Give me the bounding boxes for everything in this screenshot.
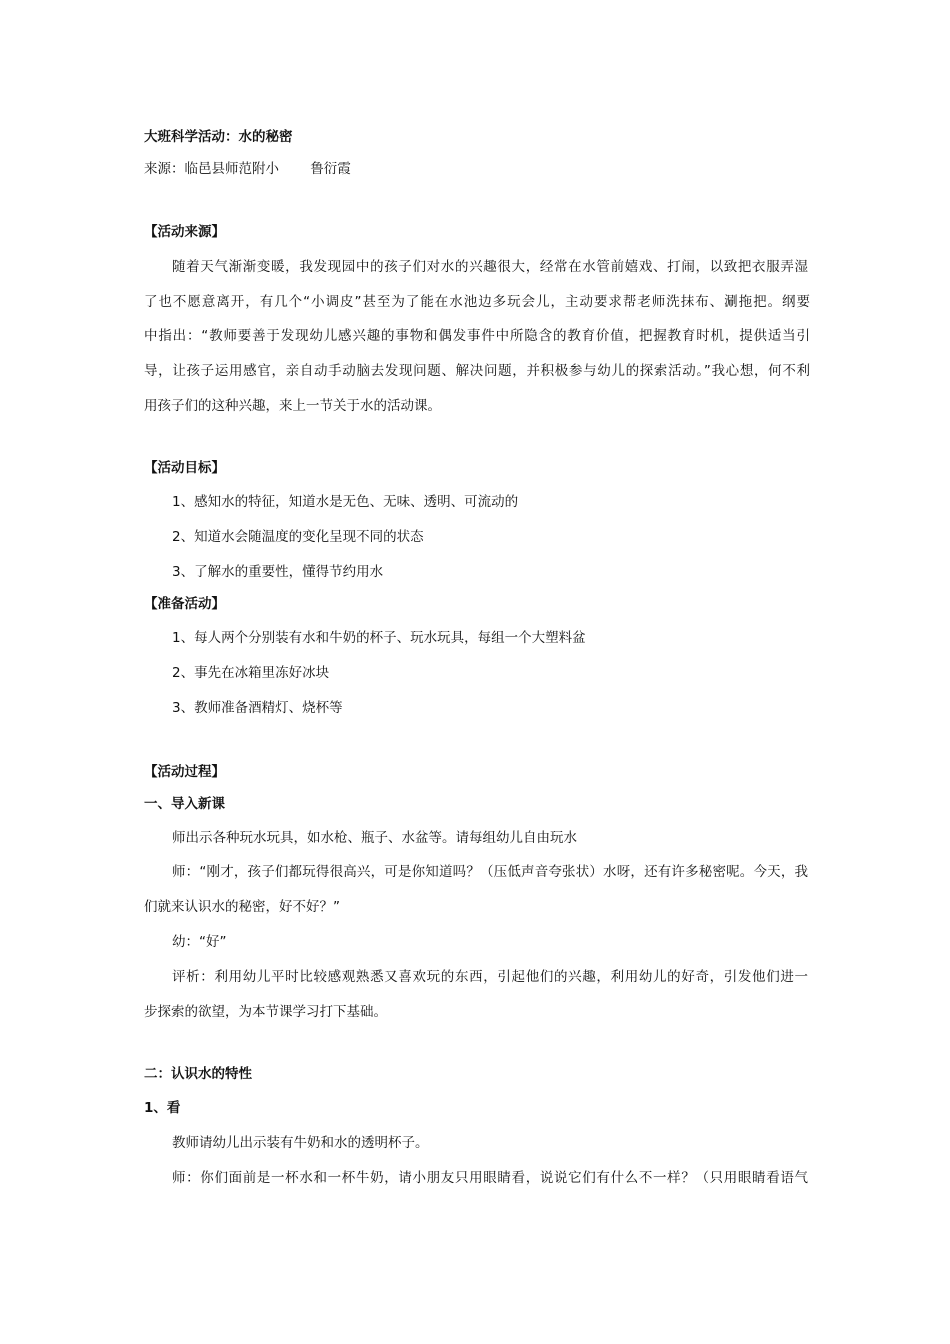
goal-item: 3、了解水的重要性，懂得节约用水 (172, 564, 384, 580)
origin-paragraph-line: 了也不愿意离开，有几个“小调皮”甚至为了能在水池边多玩会儿，主动要求帮老师洗抹布、涮拖把。纲要 (144, 294, 810, 310)
process-heading: 【活动过程】 (144, 764, 225, 780)
prep-item: 3、教师准备酒精灯、烧杯等 (172, 700, 343, 716)
origin-paragraph-line: 中指出：“教师要善于发现幼儿感兴趣的事物和偶发事件中所隐含的教育价值，把握教育时机，提供适当引 (144, 328, 810, 344)
goal-item: 1、感知水的特征，知道水是无色、无味、透明、可流动的 (172, 494, 519, 510)
origin-heading: 【活动来源】 (144, 224, 225, 240)
prep-item: 1、每人两个分别装有水和牛奶的杯子、玩水玩具，每组一个大塑料盆 (172, 630, 586, 646)
part1-line: 师出示各种玩水玩具，如水枪、瓶子、水盆等。请每组幼儿自由玩水 (172, 830, 577, 846)
origin-paragraph-line: 随着天气渐渐变暖，我发现园中的孩子们对水的兴趣很大，经常在水管前嬉戏、打闹，以致把衣服弄湿 (172, 259, 808, 275)
source-line: 来源：临邑县师范附小 鲁衍霞 (144, 161, 351, 177)
goals-heading: 【活动目标】 (144, 460, 225, 476)
document-title: 大班科学活动：水的秘密 (144, 129, 293, 145)
part1-line: 步探索的欲望，为本节课学习打下基础。 (144, 1004, 387, 1020)
part1-line: 评析：利用幼儿平时比较感观熟悉又喜欢玩的东西，引起他们的兴趣，利用幼儿的好奇，引发他们进一 (172, 969, 808, 985)
prep-heading: 【准备活动】 (144, 596, 225, 612)
part1-line: 师：“刚才，孩子们都玩得很高兴，可是你知道吗？（压低声音夸张状）水呀，还有许多秘密呢。今天，我 (172, 864, 808, 880)
part2-line: 师：你们面前是一杯水和一杯牛奶，请小朋友只用眼睛看，说说它们有什么不一样？（只用眼睛看语气 (172, 1170, 808, 1186)
part2-line: 教师请幼儿出示装有牛奶和水的透明杯子。 (172, 1135, 429, 1151)
prep-item: 2、事先在冰箱里冻好冰块 (172, 665, 330, 681)
part2-subheading: 1、看 (144, 1100, 181, 1116)
part1-line: 幼：“好” (172, 934, 227, 950)
part1-line: 们就来认识水的秘密，好不好？” (144, 899, 340, 915)
part1-heading: 一、导入新课 (144, 796, 225, 812)
origin-paragraph-line: 导，让孩子运用感官，亲自动手动脑去发现问题、解决问题，并积极参与幼儿的探索活动。”我心想，何不利 (144, 363, 810, 379)
goal-item: 2、知道水会随温度的变化呈现不同的状态 (172, 529, 424, 545)
origin-paragraph-line: 用孩子们的这种兴趣，来上一节关于水的活动课。 (144, 398, 441, 414)
part2-heading: 二：认识水的特性 (144, 1066, 252, 1082)
